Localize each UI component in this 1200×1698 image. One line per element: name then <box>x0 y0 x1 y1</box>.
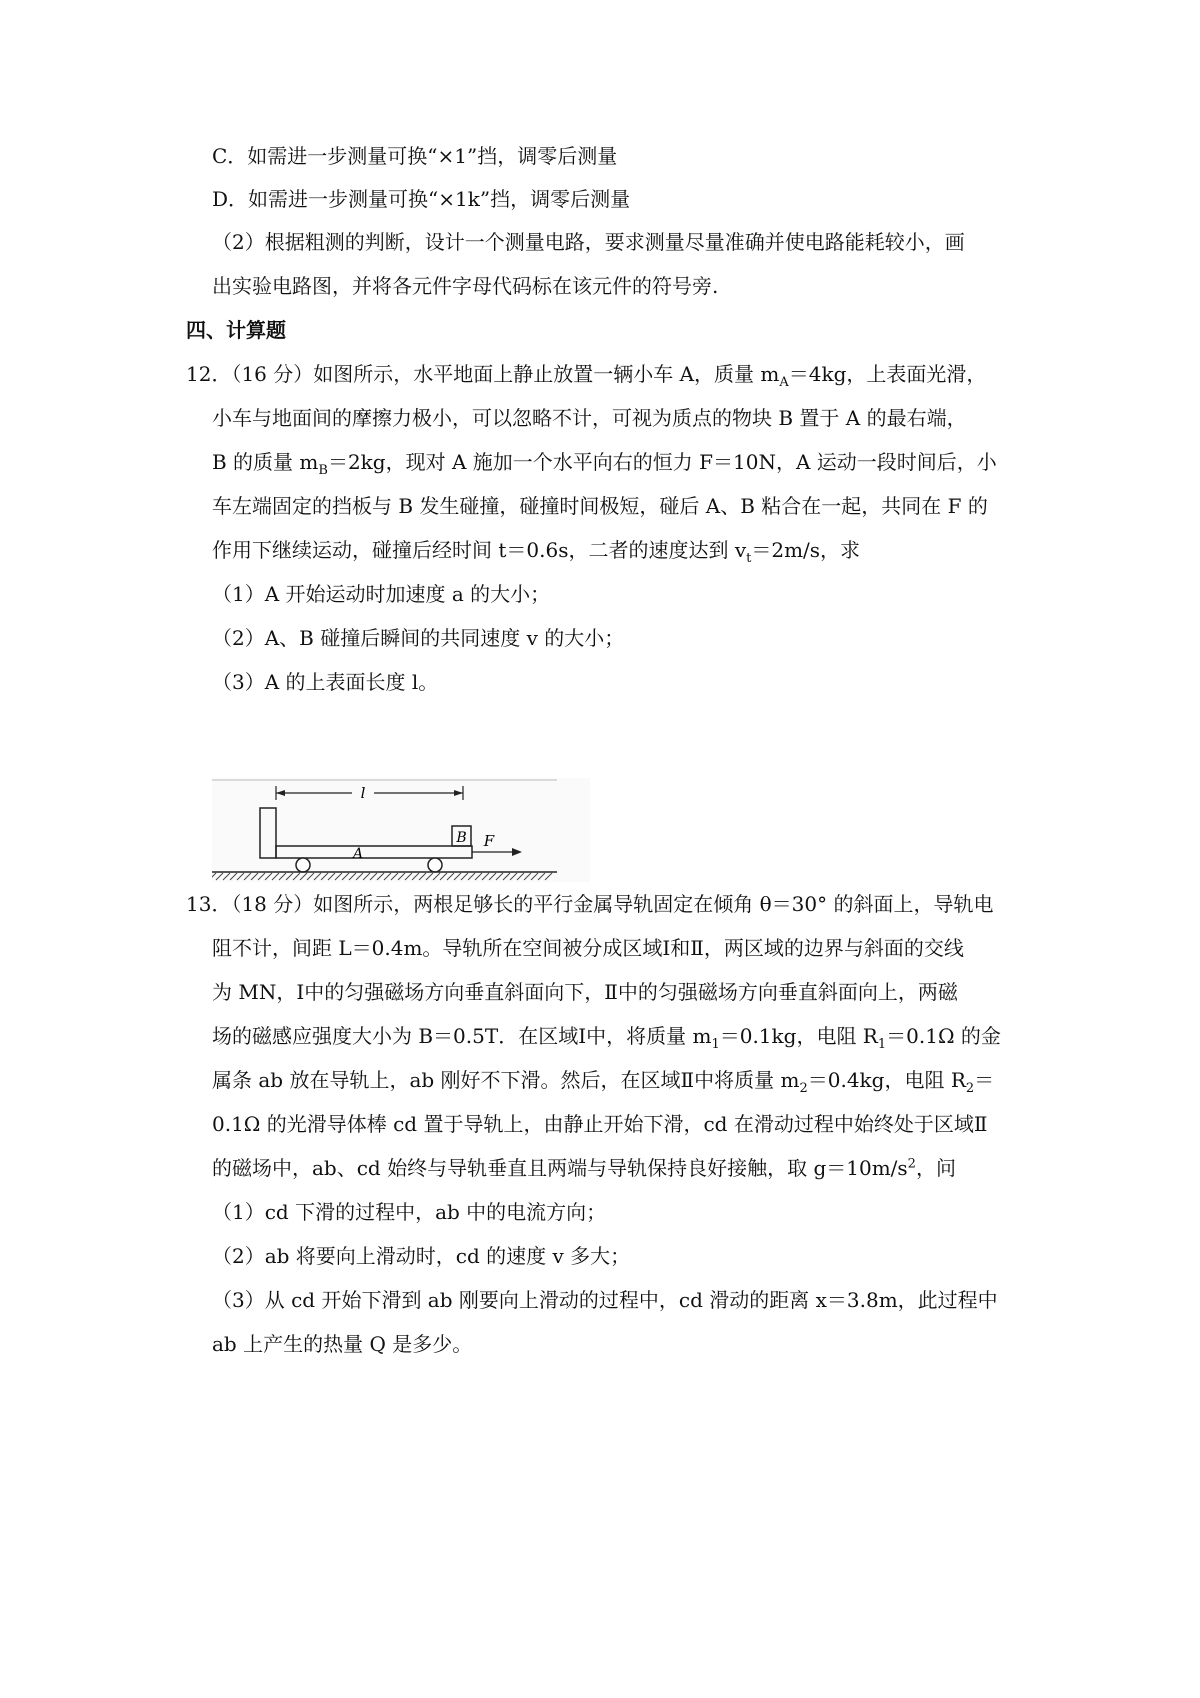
sub-m1: 1 <box>711 1037 720 1052</box>
q13-line1: 13．（18 分）如图所示，两根足够长的平行金属导轨固定在倾角 θ＝30° 的斜面上，导轨电 <box>186 892 994 916</box>
sub-r1: 1 <box>877 1037 887 1052</box>
sub-r2: 2 <box>965 1081 975 1096</box>
q12-sub1: （1）A 开始运动时加速度 a 的大小； <box>212 582 551 606</box>
sub-m2: 2 <box>799 1081 808 1096</box>
option-d: D．如需进一步测量可换“×1k”挡，调零后测量 <box>212 187 631 211</box>
q13-sub3-line2: ab 上产生的热量 Q 是多少。 <box>212 1332 473 1356</box>
cart-figure <box>212 778 590 882</box>
q13-line4 <box>212 1022 1001 1050</box>
q12-text1: 12．（16 分）如图所示，水平地面上静止放置一辆小车 A，质量 m <box>186 362 780 386</box>
wheel-left <box>296 858 310 872</box>
q13-text5-mid: ＝0.4kg，电阻 R <box>807 1068 966 1092</box>
q12-text5-tail: ＝2m/s，求 <box>751 538 861 562</box>
cart-label: A <box>352 846 364 862</box>
sup-2: 2 <box>907 1156 916 1172</box>
q13-text7-tail: ，问 <box>915 1156 956 1180</box>
q12-line5 <box>212 536 860 564</box>
q13-line6: 0.1Ω 的光滑导体棒 cd 置于导轨上，由静止开始下滑，cd 在滑动过程中始终处于区域Ⅱ <box>212 1112 988 1136</box>
sub-b: B <box>318 463 328 478</box>
q13-sub2: （2）ab 将要向上滑动时，cd 的速度 v 多大； <box>212 1244 631 1268</box>
q13-sub1: （1）cd 下滑的过程中，ab 中的电流方向； <box>212 1200 607 1224</box>
force-label: F <box>483 832 495 850</box>
q13-text7: 的磁场中，ab、cd 始终与导轨垂直且两端与导轨保持良好接触，取 g＝10m/s <box>212 1156 908 1180</box>
q12-text3-tail: ＝2kg，现对 A 施加一个水平向右的恒力 F＝10N，A 运动一段时间后，小 <box>327 450 997 474</box>
wheel-right <box>428 858 442 872</box>
q12-text5: 作用下继续运动，碰撞后经时间 t＝0.6s，二者的速度达到 v <box>212 538 747 562</box>
q13-text5: 属条 ab 放在导轨上，ab 刚好不下滑。然后，在区域Ⅱ中将质量 m <box>212 1068 800 1092</box>
sub-a: A <box>779 375 789 390</box>
sub-t: t <box>746 551 752 566</box>
q13-sub3-line1: （3）从 cd 开始下滑到 ab 刚要向上滑动的过程中，cd 滑动的距离 x＝3.8m，此过程中 <box>212 1288 998 1312</box>
q13-text4-mid: ＝0.1kg，电阻 R <box>719 1024 878 1048</box>
q13-line3: 为 MN，Ⅰ中的匀强磁场方向垂直斜面向下，Ⅱ中的匀强磁场方向垂直斜面向上，两磁 <box>212 980 958 1004</box>
q12-line3 <box>212 448 997 476</box>
q12-line1 <box>186 360 986 388</box>
q13-text4-tail: ＝0.1Ω 的金 <box>886 1024 1001 1048</box>
q12-text3: B 的质量 m <box>212 450 319 474</box>
q12-sub3: （3）A 的上表面长度 l。 <box>212 670 439 694</box>
q12-line4: 车左端固定的挡板与 B 发生碰撞，碰撞时间极短，碰后 A、B 粘合在一起，共同在 F 的 <box>212 494 988 518</box>
q12-sub2: （2）A、B 碰撞后瞬间的共同速度 v 的大小； <box>212 626 625 650</box>
length-label: l <box>360 784 366 802</box>
q13-text4: 场的磁感应强度大小为 B＝0.5T．在区域Ⅰ中，将质量 m <box>212 1024 712 1048</box>
part2-line2: 出实验电路图，并将各元件字母代码标在该元件的符号旁. <box>212 274 719 298</box>
option-c: C．如需进一步测量可换“×1”挡，调零后测量 <box>212 144 618 168</box>
q13-line7 <box>212 1154 956 1182</box>
section-heading: 四、计算题 <box>186 318 286 342</box>
q13-line5 <box>212 1066 994 1094</box>
part2-line1: （2）根据粗测的判断，设计一个测量电路，要求测量尽量准确并使电路能耗较小，画 <box>212 230 965 254</box>
q12-text1-tail: ＝4kg，上表面光滑， <box>788 362 987 386</box>
block-b-label: B <box>456 830 467 846</box>
q13-text5-tail: ＝ <box>974 1068 995 1092</box>
q12-line2: 小车与地面间的摩擦力极小，可以忽略不计，可视为质点的物块 B 置于 A 的最右端， <box>212 406 967 430</box>
q13-line2: 阻不计，间距 L＝0.4m。导轨所在空间被分成区域Ⅰ和Ⅱ，两区域的边界与斜面的交线 <box>212 936 964 960</box>
